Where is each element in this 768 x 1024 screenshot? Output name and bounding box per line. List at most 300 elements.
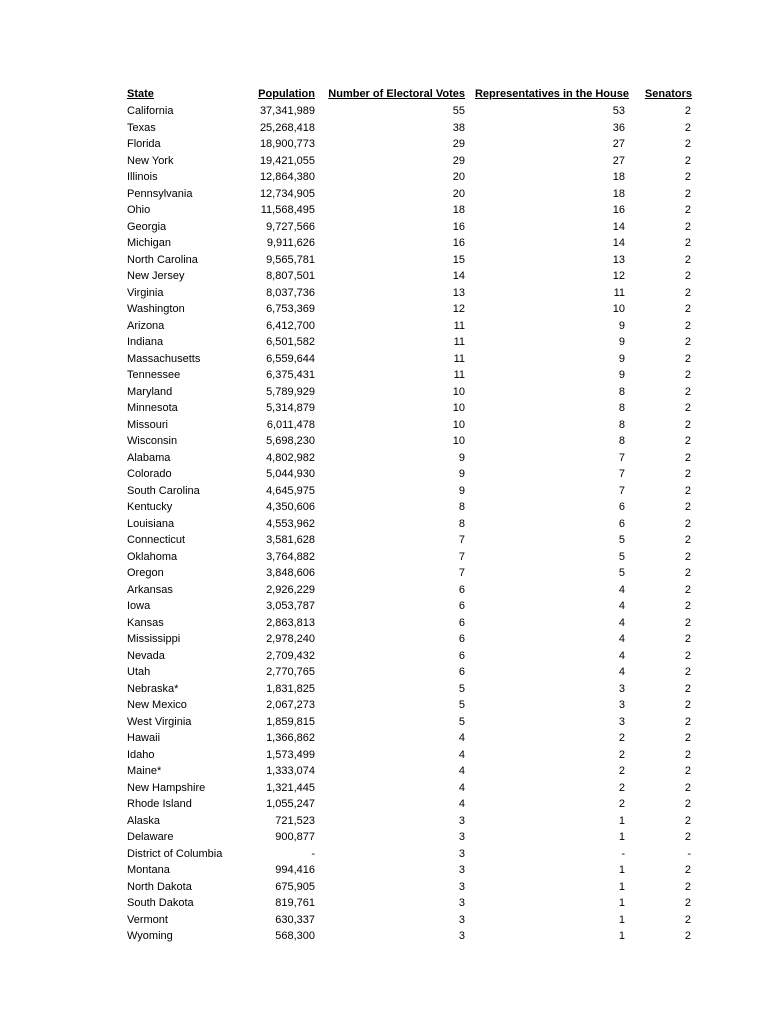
- cell-senators: 2: [684, 534, 691, 546]
- cell-electoral-votes: 7: [458, 534, 465, 546]
- table-row: [124, 912, 694, 929]
- cell-representatives: 27: [612, 138, 625, 150]
- cell-senators: 2: [684, 600, 691, 612]
- cell-representatives: 12: [612, 270, 625, 282]
- cell-senators: 2: [684, 897, 691, 909]
- cell-state: Colorado: [127, 468, 172, 480]
- table-row: [124, 367, 694, 384]
- cell-electoral-votes: 11: [453, 352, 465, 365]
- cell-representatives: 4: [618, 666, 625, 678]
- cell-representatives: 18: [612, 171, 625, 183]
- table-row: [124, 433, 694, 450]
- cell-population: 721,523: [275, 814, 315, 827]
- cell-population: 5,698,230: [266, 435, 315, 447]
- cell-representatives: 8: [618, 385, 625, 398]
- cell-population: 1,333,074: [266, 765, 315, 777]
- cell-population: 25,268,418: [259, 121, 315, 134]
- cell-senators: 2: [684, 699, 691, 711]
- header-senators: Senators: [644, 88, 692, 100]
- table-row: [124, 235, 694, 252]
- cell-population: 12,864,380: [259, 171, 315, 183]
- table-row: [124, 400, 694, 417]
- cell-state: South Carolina: [127, 484, 200, 497]
- header-state: State: [127, 88, 154, 100]
- cell-population: 5,044,930: [266, 468, 315, 480]
- cell-electoral-votes: 3: [458, 831, 465, 843]
- table-row: [124, 928, 694, 945]
- cell-electoral-votes: 11: [453, 319, 465, 332]
- cell-representatives: 1: [618, 814, 625, 827]
- cell-electoral-votes: 6: [458, 600, 465, 612]
- cell-senators: 2: [684, 369, 691, 381]
- cell-state: Oklahoma: [127, 550, 178, 563]
- cell-population: 819,761: [275, 897, 315, 909]
- cell-senators: 2: [684, 138, 691, 150]
- cell-electoral-votes: 10: [452, 385, 465, 398]
- cell-representatives: 1: [618, 880, 625, 893]
- cell-state: Delaware: [127, 831, 174, 843]
- cell-senators: 2: [684, 121, 691, 134]
- cell-electoral-votes: 15: [452, 253, 465, 266]
- header-electoral-votes: Number of Electoral Votes: [328, 88, 465, 100]
- cell-state: Tennessee: [127, 369, 181, 381]
- cell-electoral-votes: 55: [452, 105, 465, 117]
- cell-senators: -: [687, 847, 691, 860]
- cell-senators: 2: [684, 567, 691, 579]
- cell-senators: 2: [684, 715, 691, 728]
- cell-population: 4,645,975: [266, 484, 315, 497]
- cell-population: 2,770,765: [266, 666, 315, 678]
- cell-state: Alabama: [127, 451, 171, 464]
- cell-state: West Virginia: [127, 715, 192, 728]
- cell-senators: 2: [684, 930, 691, 942]
- cell-senators: 2: [684, 682, 691, 695]
- cell-representatives: 3: [618, 682, 625, 695]
- table-row: [124, 697, 694, 714]
- table-row: [124, 499, 694, 516]
- cell-representatives: 6: [618, 501, 625, 513]
- cell-senators: 2: [684, 303, 691, 315]
- cell-electoral-votes: 4: [458, 798, 465, 810]
- cell-representatives: 9: [618, 352, 625, 365]
- table-row: [124, 648, 694, 665]
- table-row: [124, 565, 694, 582]
- cell-state: Massachusetts: [127, 352, 201, 365]
- cell-representatives: 16: [612, 204, 625, 216]
- table-row: [124, 549, 694, 566]
- cell-state: Arkansas: [127, 583, 173, 596]
- cell-representatives: 1: [618, 831, 625, 843]
- cell-electoral-votes: 18: [452, 204, 465, 216]
- cell-representatives: 2: [618, 781, 625, 794]
- table-row: [124, 417, 694, 434]
- cell-representatives: 2: [618, 798, 625, 810]
- cell-state: Nebraska*: [127, 682, 179, 695]
- cell-representatives: 4: [618, 583, 625, 596]
- table-row: [124, 351, 694, 368]
- cell-state: Wisconsin: [127, 435, 178, 447]
- cell-senators: 2: [684, 781, 691, 794]
- cell-electoral-votes: 29: [452, 154, 465, 167]
- cell-population: 6,412,700: [266, 319, 315, 332]
- cell-senators: 2: [684, 319, 691, 332]
- cell-electoral-votes: 16: [452, 220, 465, 233]
- cell-representatives: 27: [612, 154, 625, 167]
- cell-population: 1,366,862: [266, 732, 315, 744]
- table-row: [124, 747, 694, 764]
- cell-electoral-votes: 13: [452, 286, 465, 299]
- table-row: [124, 301, 694, 318]
- cell-population: 1,831,825: [266, 682, 315, 695]
- cell-representatives: 10: [612, 303, 625, 315]
- cell-population: 4,802,982: [266, 451, 315, 464]
- cell-state: Maine*: [127, 765, 162, 777]
- cell-population: 1,573,499: [266, 748, 315, 761]
- cell-senators: 2: [684, 649, 691, 662]
- cell-population: 6,501,582: [266, 336, 315, 348]
- cell-electoral-votes: 6: [458, 633, 465, 645]
- electoral-table: [124, 85, 694, 945]
- cell-electoral-votes: 9: [458, 451, 465, 464]
- table-row: [124, 103, 694, 120]
- table-row: [124, 813, 694, 830]
- cell-senators: 2: [684, 237, 691, 249]
- cell-population: 18,900,773: [259, 138, 315, 150]
- table-row: [124, 334, 694, 351]
- cell-population: 5,789,929: [266, 385, 315, 398]
- cell-representatives: -: [621, 847, 625, 860]
- cell-senators: 2: [684, 633, 691, 645]
- cell-state: Texas: [127, 121, 156, 134]
- table-row: [124, 136, 694, 153]
- cell-senators: 2: [684, 435, 691, 447]
- cell-population: -: [311, 847, 315, 860]
- table-row: [124, 532, 694, 549]
- cell-state: District of Columbia: [127, 847, 223, 860]
- cell-electoral-votes: 20: [452, 187, 465, 200]
- table-row: [124, 780, 694, 797]
- cell-senators: 2: [684, 154, 691, 167]
- cell-population: 6,753,369: [266, 303, 315, 315]
- cell-state: New Hampshire: [127, 781, 206, 794]
- cell-population: 2,863,813: [266, 616, 315, 629]
- cell-state: Missouri: [127, 418, 168, 431]
- cell-electoral-votes: 11: [453, 336, 465, 348]
- cell-electoral-votes: 3: [458, 847, 465, 860]
- cell-senators: 2: [684, 220, 691, 233]
- table-row: [124, 120, 694, 137]
- cell-state: Iowa: [127, 600, 151, 612]
- cell-representatives: 14: [612, 220, 625, 233]
- cell-population: 5,314,879: [266, 402, 315, 414]
- cell-senators: 2: [684, 402, 691, 414]
- cell-state: Washington: [127, 303, 185, 315]
- cell-state: Rhode Island: [127, 798, 192, 810]
- cell-state: Pennsylvania: [127, 187, 193, 200]
- cell-state: Nevada: [127, 649, 165, 662]
- cell-representatives: 3: [618, 715, 625, 728]
- cell-electoral-votes: 9: [458, 484, 465, 497]
- cell-representatives: 1: [618, 897, 625, 909]
- cell-representatives: 8: [618, 435, 625, 447]
- cell-representatives: 36: [612, 121, 625, 134]
- cell-state: New Mexico: [127, 699, 187, 711]
- cell-senators: 2: [684, 913, 691, 926]
- table-row: [124, 730, 694, 747]
- cell-population: 19,421,055: [259, 154, 315, 167]
- cell-electoral-votes: 8: [458, 517, 465, 530]
- cell-population: 6,011,478: [266, 418, 315, 431]
- cell-electoral-votes: 7: [458, 567, 465, 579]
- cell-population: 1,321,445: [266, 781, 315, 794]
- cell-state: Louisiana: [127, 517, 175, 530]
- cell-population: 2,709,432: [266, 649, 315, 662]
- header-population: Population: [258, 88, 315, 100]
- cell-electoral-votes: 11: [453, 369, 465, 381]
- cell-senators: 2: [684, 418, 691, 431]
- cell-population: 3,053,787: [266, 600, 315, 612]
- cell-representatives: 7: [618, 468, 625, 480]
- cell-state: California: [127, 105, 174, 117]
- table-row: [124, 895, 694, 912]
- cell-electoral-votes: 6: [458, 666, 465, 678]
- cell-electoral-votes: 3: [458, 880, 465, 893]
- table-row: [124, 252, 694, 269]
- header-row: [124, 85, 694, 103]
- cell-electoral-votes: 5: [458, 715, 465, 728]
- cell-population: 6,375,431: [266, 369, 315, 381]
- cell-representatives: 5: [618, 567, 625, 579]
- cell-senators: 2: [684, 484, 691, 497]
- cell-population: 994,416: [275, 864, 315, 876]
- cell-state: New York: [127, 154, 174, 167]
- cell-representatives: 18: [612, 187, 625, 200]
- cell-representatives: 14: [612, 237, 625, 249]
- cell-electoral-votes: 3: [458, 864, 465, 876]
- cell-population: 2,978,240: [266, 633, 315, 645]
- cell-state: Montana: [127, 864, 170, 876]
- cell-population: 3,764,882: [266, 550, 315, 563]
- cell-representatives: 1: [618, 930, 625, 942]
- table-row: [124, 466, 694, 483]
- cell-senators: 2: [684, 666, 691, 678]
- table-row: [124, 169, 694, 186]
- table-row: [124, 285, 694, 302]
- cell-senators: 2: [684, 814, 691, 827]
- cell-senators: 2: [684, 748, 691, 761]
- cell-state: Hawaii: [127, 732, 161, 744]
- cell-state: Utah: [127, 666, 151, 678]
- cell-population: 900,877: [275, 831, 315, 843]
- cell-electoral-votes: 10: [452, 418, 465, 431]
- cell-senators: 2: [684, 880, 691, 893]
- cell-population: 1,859,815: [266, 715, 315, 728]
- table-row: [124, 450, 694, 467]
- cell-electoral-votes: 14: [452, 270, 465, 282]
- cell-representatives: 8: [618, 402, 625, 414]
- cell-senators: 2: [684, 204, 691, 216]
- cell-state: Kentucky: [127, 501, 173, 513]
- table-row: [124, 664, 694, 681]
- cell-representatives: 2: [618, 765, 625, 777]
- table-row: [124, 318, 694, 335]
- cell-senators: 2: [684, 253, 691, 266]
- cell-senators: 2: [684, 270, 691, 282]
- table-row: [124, 516, 694, 533]
- cell-state: North Dakota: [127, 880, 192, 893]
- cell-electoral-votes: 10: [452, 402, 465, 414]
- cell-population: 3,848,606: [266, 567, 315, 579]
- cell-senators: 2: [684, 468, 691, 480]
- cell-electoral-votes: 3: [458, 930, 465, 942]
- cell-electoral-votes: 4: [458, 732, 465, 744]
- cell-population: 9,565,781: [266, 253, 315, 266]
- cell-population: 2,926,229: [266, 583, 315, 596]
- cell-population: 3,581,628: [266, 534, 315, 546]
- cell-senators: 2: [684, 765, 691, 777]
- cell-electoral-votes: 4: [458, 765, 465, 777]
- cell-state: Indiana: [127, 336, 164, 348]
- cell-population: 568,300: [275, 930, 315, 942]
- cell-population: 8,037,736: [266, 286, 315, 299]
- cell-representatives: 2: [618, 732, 625, 744]
- cell-population: 675,905: [275, 880, 315, 893]
- cell-population: 12,734,905: [259, 187, 315, 200]
- table-row: [124, 483, 694, 500]
- cell-representatives: 53: [612, 105, 625, 117]
- table-row: [124, 796, 694, 813]
- cell-senators: 2: [684, 171, 691, 183]
- cell-population: 630,337: [275, 913, 315, 926]
- cell-electoral-votes: 3: [458, 913, 465, 926]
- cell-senators: 2: [684, 517, 691, 530]
- cell-representatives: 4: [618, 616, 625, 629]
- cell-population: 6,559,644: [266, 352, 315, 365]
- cell-state: Virginia: [127, 286, 164, 299]
- cell-senators: 2: [684, 583, 691, 596]
- cell-senators: 2: [684, 187, 691, 200]
- cell-senators: 2: [684, 550, 691, 563]
- table-row: [124, 219, 694, 236]
- table-row: [124, 384, 694, 401]
- cell-representatives: 1: [618, 864, 625, 876]
- table-row: [124, 862, 694, 879]
- table-row: [124, 202, 694, 219]
- cell-electoral-votes: 29: [452, 138, 465, 150]
- cell-state: Wyoming: [127, 930, 173, 942]
- cell-state: New Jersey: [127, 270, 185, 282]
- cell-state: North Carolina: [127, 253, 198, 266]
- cell-state: Illinois: [127, 171, 158, 183]
- cell-representatives: 4: [618, 600, 625, 612]
- cell-representatives: 8: [618, 418, 625, 431]
- table-row: [124, 681, 694, 698]
- cell-state: Mississippi: [127, 633, 181, 645]
- cell-representatives: 1: [618, 913, 625, 926]
- cell-state: Vermont: [127, 913, 168, 926]
- table-row: [124, 631, 694, 648]
- cell-population: 11,568,495: [260, 204, 315, 216]
- cell-senators: 2: [684, 385, 691, 398]
- cell-population: 1,055,247: [266, 798, 315, 810]
- cell-representatives: 5: [618, 534, 625, 546]
- table-row: [124, 829, 694, 846]
- table-row: [124, 714, 694, 731]
- spreadsheet-page: [124, 85, 694, 945]
- cell-representatives: 9: [618, 369, 625, 381]
- cell-electoral-votes: 5: [458, 682, 465, 695]
- cell-electoral-votes: 12: [452, 303, 465, 315]
- cell-state: Alaska: [127, 814, 161, 827]
- cell-representatives: 3: [618, 699, 625, 711]
- cell-electoral-votes: 3: [458, 897, 465, 909]
- cell-electoral-votes: 6: [458, 616, 465, 629]
- table-row: [124, 268, 694, 285]
- cell-state: Oregon: [127, 567, 164, 579]
- table-row: [124, 153, 694, 170]
- cell-electoral-votes: 38: [452, 121, 465, 134]
- cell-senators: 2: [684, 798, 691, 810]
- cell-electoral-votes: 20: [452, 171, 465, 183]
- cell-state: Minnesota: [127, 402, 178, 414]
- cell-population: 4,350,606: [266, 501, 315, 513]
- cell-state: Michigan: [127, 237, 172, 249]
- cell-senators: 2: [684, 864, 691, 876]
- cell-electoral-votes: 6: [458, 649, 465, 662]
- table-row: [124, 879, 694, 896]
- cell-senators: 2: [684, 616, 691, 629]
- cell-electoral-votes: 5: [458, 699, 465, 711]
- cell-electoral-votes: 3: [458, 814, 465, 827]
- cell-senators: 2: [684, 501, 691, 513]
- cell-electoral-votes: 10: [452, 435, 465, 447]
- cell-representatives: 6: [618, 517, 625, 530]
- cell-population: 4,553,962: [266, 517, 315, 530]
- cell-representatives: 7: [618, 484, 625, 497]
- cell-electoral-votes: 16: [452, 237, 465, 249]
- table-row: [124, 598, 694, 615]
- cell-representatives: 9: [618, 336, 625, 348]
- cell-state: Ohio: [127, 204, 151, 216]
- cell-state: Arizona: [127, 319, 165, 332]
- table-row: [124, 582, 694, 599]
- cell-state: Maryland: [127, 385, 173, 398]
- table-row: [124, 615, 694, 632]
- cell-electoral-votes: 4: [458, 748, 465, 761]
- table-row: [124, 846, 694, 863]
- cell-state: Florida: [127, 138, 161, 150]
- cell-state: Georgia: [127, 220, 167, 233]
- cell-senators: 2: [684, 451, 691, 464]
- cell-state: South Dakota: [127, 897, 194, 909]
- cell-representatives: 4: [618, 633, 625, 645]
- cell-representatives: 2: [618, 748, 625, 761]
- cell-electoral-votes: 8: [458, 501, 465, 513]
- cell-representatives: 7: [618, 451, 625, 464]
- header-representatives: Representatives in the House: [474, 88, 629, 100]
- table-row: [124, 186, 694, 203]
- cell-electoral-votes: 4: [458, 781, 465, 794]
- cell-electoral-votes: 6: [458, 583, 465, 596]
- cell-population: 8,807,501: [266, 270, 315, 282]
- cell-representatives: 13: [612, 253, 625, 266]
- cell-representatives: 4: [618, 649, 625, 662]
- cell-senators: 2: [684, 336, 691, 348]
- cell-electoral-votes: 7: [458, 550, 465, 563]
- cell-population: 9,911,626: [266, 237, 315, 249]
- cell-population: 9,727,566: [266, 220, 315, 233]
- table-body: [124, 103, 694, 945]
